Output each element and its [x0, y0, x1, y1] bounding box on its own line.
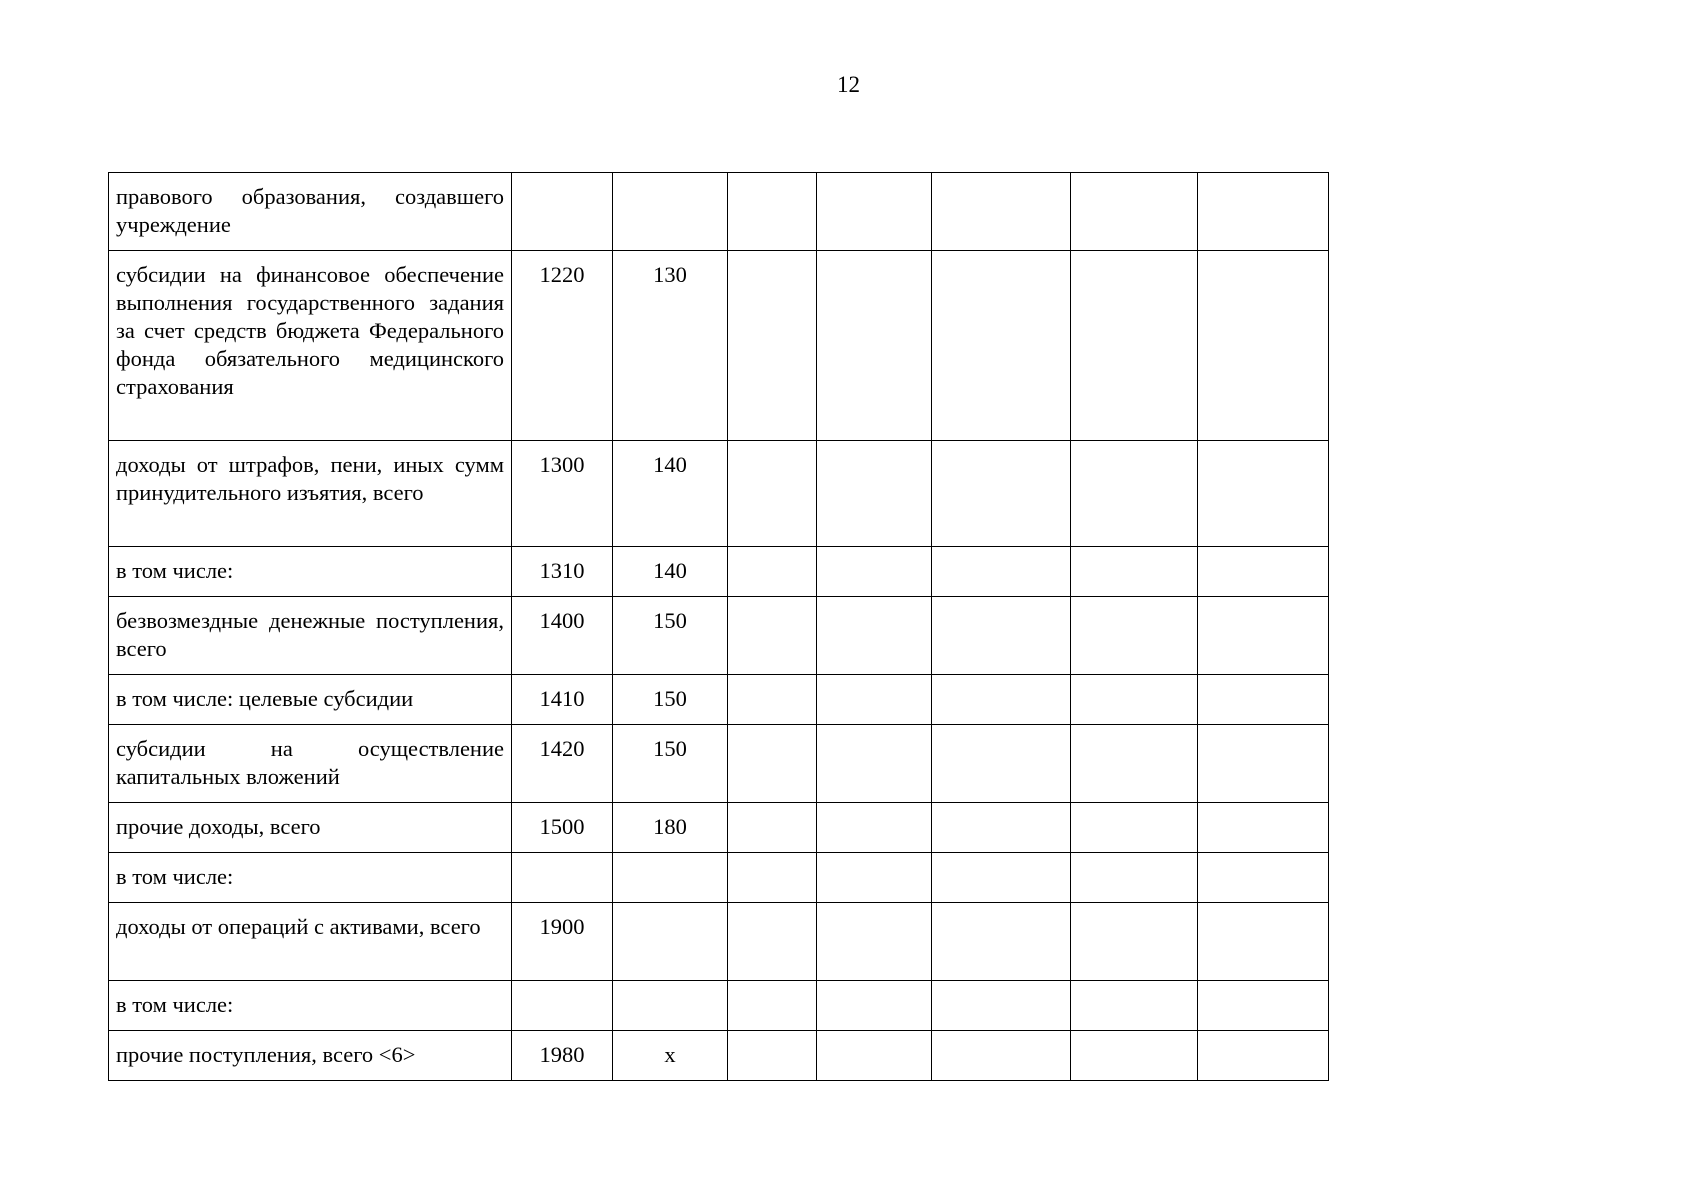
row-kosgu-cell [613, 981, 728, 1031]
row-kosgu-cell: 140 [613, 441, 728, 547]
empty-value-cell [1071, 853, 1198, 903]
row-kosgu-cell: 150 [613, 597, 728, 675]
table-row [109, 903, 1329, 981]
empty-value-cell [932, 725, 1071, 803]
table-row [109, 251, 1329, 441]
empty-value-cell [1198, 597, 1329, 675]
empty-value-cell [728, 981, 817, 1031]
empty-value-cell [932, 1031, 1071, 1081]
row-code-cell [512, 173, 613, 251]
empty-value-cell [1071, 903, 1198, 981]
empty-value-cell [817, 173, 932, 251]
empty-value-cell [1071, 803, 1198, 853]
row-name-cell: в том числе: [109, 981, 512, 1031]
empty-value-cell [728, 547, 817, 597]
empty-value-cell [817, 725, 932, 803]
row-code-cell: 1900 [512, 903, 613, 981]
empty-value-cell [932, 441, 1071, 547]
row-name-cell: доходы от операций с активами, всего [109, 903, 512, 981]
row-code-cell: 1300 [512, 441, 613, 547]
row-code-cell: 1310 [512, 547, 613, 597]
empty-value-cell [728, 853, 817, 903]
table-row [109, 675, 1329, 725]
empty-value-cell [728, 903, 817, 981]
table-row [109, 441, 1329, 547]
row-code-cell: 1400 [512, 597, 613, 675]
empty-value-cell [932, 173, 1071, 251]
empty-value-cell [817, 597, 932, 675]
empty-value-cell [932, 981, 1071, 1031]
empty-value-cell [817, 903, 932, 981]
empty-value-cell [817, 1031, 932, 1081]
row-name-cell: правового образования, создавшего учреждение [109, 173, 512, 251]
empty-value-cell [1071, 251, 1198, 441]
row-name-cell: в том числе: [109, 547, 512, 597]
table-row [109, 725, 1329, 803]
empty-value-cell [1071, 1031, 1198, 1081]
empty-value-cell [1198, 1031, 1329, 1081]
empty-value-cell [932, 597, 1071, 675]
row-kosgu-cell: 140 [613, 547, 728, 597]
row-kosgu-cell [613, 173, 728, 251]
empty-value-cell [1198, 441, 1329, 547]
empty-value-cell [728, 803, 817, 853]
empty-value-cell [728, 251, 817, 441]
table-row [109, 981, 1329, 1031]
row-code-cell [512, 853, 613, 903]
empty-value-cell [1071, 441, 1198, 547]
empty-value-cell [1071, 597, 1198, 675]
table-row [109, 597, 1329, 675]
empty-value-cell [817, 251, 932, 441]
table-row [109, 803, 1329, 853]
table-row [109, 173, 1329, 251]
empty-value-cell [1071, 547, 1198, 597]
table-row [109, 1031, 1329, 1081]
empty-value-cell [1198, 853, 1329, 903]
empty-value-cell [932, 251, 1071, 441]
row-code-cell: 1420 [512, 725, 613, 803]
empty-value-cell [1198, 981, 1329, 1031]
empty-value-cell [932, 547, 1071, 597]
row-name-cell: в том числе: [109, 853, 512, 903]
empty-value-cell [817, 803, 932, 853]
table-body [109, 173, 1329, 1081]
page-number: 12 [837, 72, 860, 97]
empty-value-cell [1198, 903, 1329, 981]
row-name-cell: субсидии на финансовое обеспечение выполнения государственного задания за счет средств бюджета Федерального фонда обязательного медицинского страхования [109, 251, 512, 441]
row-name-cell: доходы от штрафов, пени, иных сумм принудительного изъятия, всего [109, 441, 512, 547]
row-name-cell: прочие поступления, всего <6> [109, 1031, 512, 1081]
row-kosgu-cell: x [613, 1031, 728, 1081]
revenue-table [108, 172, 1329, 1081]
table-row [109, 853, 1329, 903]
row-code-cell: 1500 [512, 803, 613, 853]
empty-value-cell [1198, 173, 1329, 251]
empty-value-cell [817, 981, 932, 1031]
empty-value-cell [1071, 725, 1198, 803]
empty-value-cell [817, 853, 932, 903]
empty-value-cell [728, 675, 817, 725]
row-name-cell: безвозмездные денежные поступления, всего [109, 597, 512, 675]
empty-value-cell [728, 1031, 817, 1081]
row-kosgu-cell: 150 [613, 675, 728, 725]
empty-value-cell [817, 441, 932, 547]
row-code-cell: 1980 [512, 1031, 613, 1081]
empty-value-cell [1071, 675, 1198, 725]
row-code-cell: 1410 [512, 675, 613, 725]
row-kosgu-cell [613, 903, 728, 981]
empty-value-cell [1198, 725, 1329, 803]
row-name-cell: прочие доходы, всего [109, 803, 512, 853]
empty-value-cell [1198, 675, 1329, 725]
empty-value-cell [932, 803, 1071, 853]
empty-value-cell [1198, 251, 1329, 441]
empty-value-cell [1198, 803, 1329, 853]
empty-value-cell [728, 725, 817, 803]
row-kosgu-cell [613, 853, 728, 903]
empty-value-cell [728, 173, 817, 251]
empty-value-cell [1071, 981, 1198, 1031]
table-row [109, 547, 1329, 597]
empty-value-cell [1071, 173, 1198, 251]
row-kosgu-cell: 150 [613, 725, 728, 803]
empty-value-cell [728, 441, 817, 547]
empty-value-cell [932, 903, 1071, 981]
row-kosgu-cell: 180 [613, 803, 728, 853]
empty-value-cell [932, 675, 1071, 725]
row-name-cell: субсидии на осуществление капитальных вложений [109, 725, 512, 803]
empty-value-cell [728, 597, 817, 675]
empty-value-cell [932, 853, 1071, 903]
row-code-cell [512, 981, 613, 1031]
empty-value-cell [1198, 547, 1329, 597]
empty-value-cell [817, 547, 932, 597]
empty-value-cell [817, 675, 932, 725]
row-code-cell: 1220 [512, 251, 613, 441]
row-kosgu-cell: 130 [613, 251, 728, 441]
row-name-cell: в том числе: целевые субсидии [109, 675, 512, 725]
